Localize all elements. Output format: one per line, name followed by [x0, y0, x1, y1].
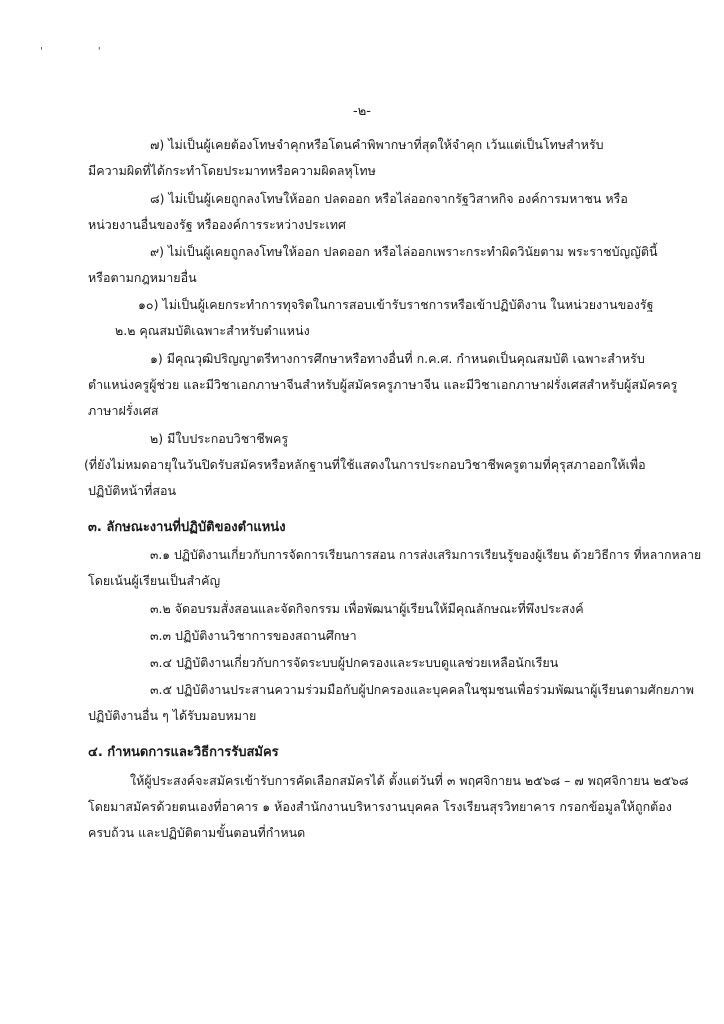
item-3-3: ๓.๓ ปฏิบัติงานวิชาการของสถานศึกษา [150, 628, 357, 643]
item-10-line-1: ๑๐) ไม่เป็นผู้เคยกระทำการทุจริตในการสอบเข้ารับราชการหรือเข้าปฏิบัติงาน ในหน่วยงานของรัฐ [138, 297, 654, 312]
item-2-2-1-line-1: ๑) มีคุณวุฒิปริญญาตรีทางการศึกษาหรือทางอื่นที่ ก.ค.ศ. กำหนดเป็นคุณสมบัติ เฉพาะสำหรับ [150, 351, 645, 366]
scan-marks: ' ' [40, 46, 127, 57]
item-3-4: ๓.๔ ปฏิบัติงานเกี่ยวกับการจัดระบบผู้ปกครองและระบบดูแลช่วยเหลือนักเรียน [150, 655, 559, 670]
section-4-line-2: โดยมาสมัครด้วยตนเองที่อาคาร ๑ ห้องสำนักงานบริหารงานบุคคล โรงเรียนสุรวิทยาคาร กรอกข้อมูลให้ถูกต้อง [88, 799, 672, 814]
item-2-2-1-line-3: ภาษาฝรั่งเศส [88, 403, 159, 418]
section-4-line-3: ครบถ้วน และปฏิบัติตามขั้นตอนที่กำหนด [88, 825, 306, 840]
section-4-line-1: ให้ผู้ประสงค์จะสมัครเข้ารับการคัดเลือกสมัครได้ ตั้งแต่วันที่ ๓ พฤศจิกายน ๒๕๖๘ – ๗ พฤศจิกายน ๒๕๖๘ [130, 773, 689, 788]
section-4-title: ๔. กำหนดการและวิธีการรับสมัคร [88, 745, 279, 760]
item-3-5-line-1: ๓.๕ ปฏิบัติงานประสานความร่วมมือกับผู้ปกครองและบุคคลในชุมชนเพื่อร่วมพัฒนาผู้เรียนตามศักยภาพ [150, 682, 695, 697]
item-8-line-2: หน่วยงานอื่นของรัฐ หรือองค์การระหว่างประเทศ [88, 217, 346, 232]
item-2-2-2-line-2: (ที่ยังไม่หมดอายุในวันปิดรับสมัครหรือหลักฐานที่ใช้แสดงในการประกอบวิชาชีพครูตามที่คุรุสภาออกให้เพื่อ [84, 457, 646, 472]
item-3-2: ๓.๒ จัดอบรมสั่งสอนและจัดกิจกรรม เพื่อพัฒนาผู้เรียนให้มีคุณลักษณะที่พึงประสงค์ [150, 601, 584, 616]
item-9-line-1: ๙) ไม่เป็นผู้เคยถูกลงโทษให้ออก ปลดออก หรือไล่ออกเพราะกระทำผิดวินัยตาม พระราชบัญญัตินี้ [150, 244, 658, 259]
item-3-5-line-2: ปฏิบัติงานอื่น ๆ ได้รับมอบหมาย [88, 708, 257, 723]
item-3-1-line-1: ๓.๑ ปฏิบัติงานเกี่ยวกับการจัดการเรียนการสอน การส่งเสริมการเรียนรู้ของผู้เรียน ด้วยวิธีการ ที่หลากหลาย [150, 548, 702, 562]
item-3-1-line-2: โดยเน้นผู้เรียนเป็นสำคัญ [88, 573, 221, 588]
item-7-line-1: ๗) ไม่เป็นผู้เคยต้องโทษจำคุกหรือโดนคำพิพากษาที่สุดให้จำคุก เว้นแต่เป็นโทษสำหรับ [150, 137, 604, 152]
item-7-line-2: มีความผิดที่ได้กระทำโดยประมาทหรือความผิดลหุโทษ [88, 163, 376, 178]
subsection-2-2-title: ๒.๒ คุณสมบัติเฉพาะสำหรับตำแหน่ง [115, 323, 310, 338]
item-2-2-1-line-2: ตำแหน่งครูผู้ช่วย และมีวิชาเอกภาษาจีนสำหรับผู้สมัครครูภาษาจีน และมีวิชาเอกภาษาฝรั่งเศสสำหรับผู้สมัครครู [88, 377, 678, 392]
item-2-2-2-line-3: ปฏิบัติหน้าที่สอน [88, 483, 177, 498]
item-9-line-2: หรือตามกฎหมายอื่น [88, 270, 197, 285]
page-number: -๒- [353, 104, 371, 119]
item-2-2-2-line-1: ๒) มีใบประกอบวิชาชีพครู [150, 431, 289, 446]
item-8-line-1: ๘) ไม่เป็นผู้เคยถูกลงโทษให้ออก ปลดออก หรือไล่ออกจากรัฐวิสาหกิจ องค์การมหาชน หรือ [150, 191, 628, 206]
section-3-title: ๓. ลักษณะงานที่ปฏิบัติของตำแหน่ง [88, 520, 286, 535]
